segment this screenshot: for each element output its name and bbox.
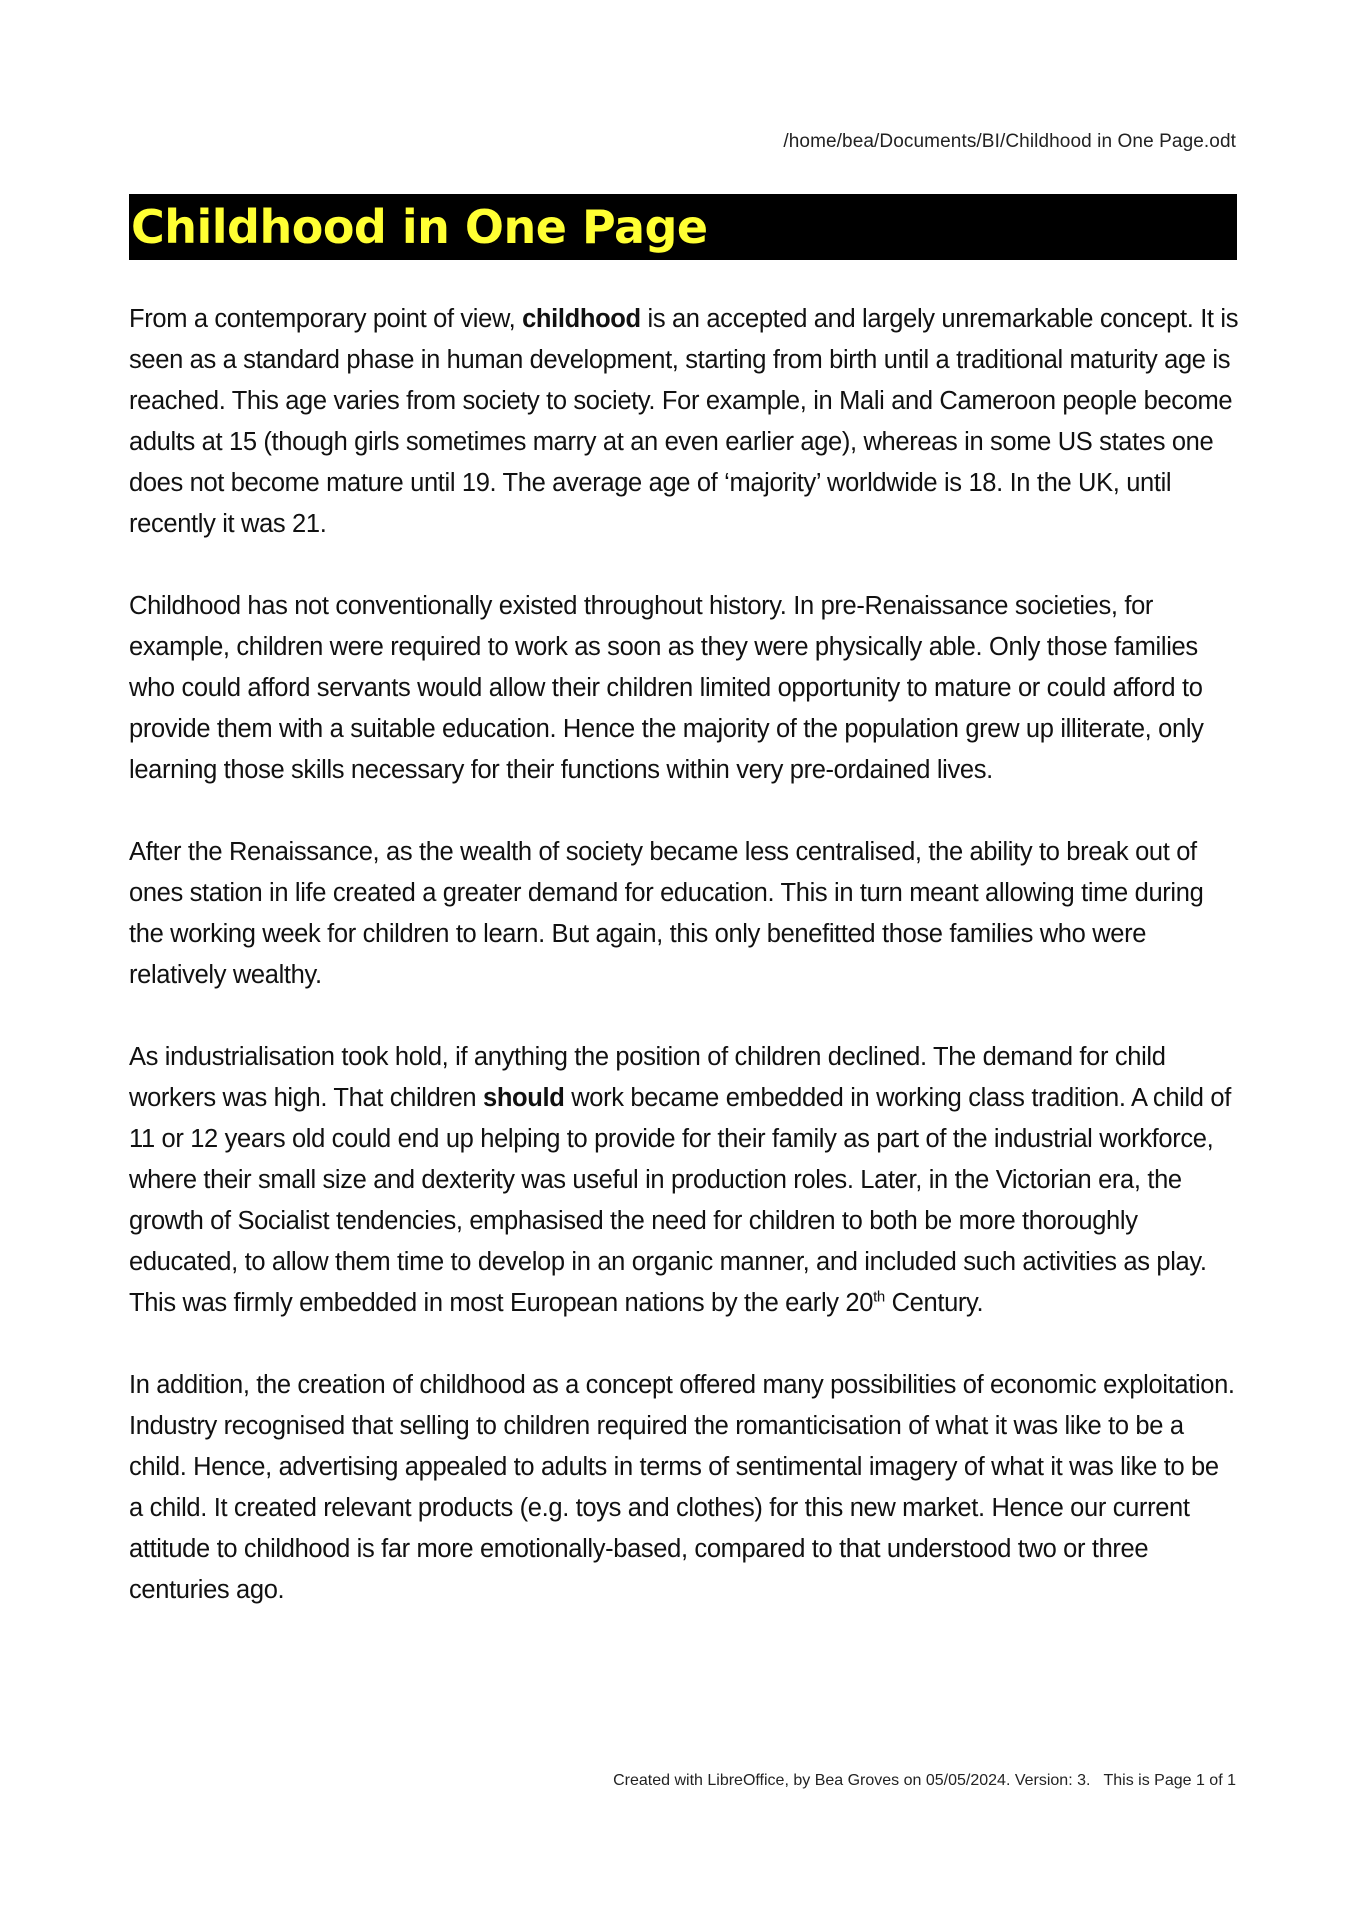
paragraph-text: is an accepted and largely unremarkable concept. It is seen as a standard phase in human development, starting from birth until a traditional maturity age is reached. This age varies from society to society. For example, in Mali and Cameroon people become adults at 15 (though girls sometimes marry at an even earlier age), whereas in some US states one does not become mature until 19. The average age of ‘majority’ worldwide is 18. In the UK, until recently it was 21. [129,305,1239,538]
paragraph-4 [129,1037,1239,1324]
paragraph-text: work became embedded in working class tradition. A child of 11 or 12 years old could end up helping to provide for their family as part of the industrial workforce, where their small size and dexterity was useful in production roles. Later, in the Victorian era, the growth of Socialist tendencies, emphasised the need for children to both be more thoroughly educated, to allow them time to develop in an organic manner, and included such activities as play. This was firmly embedded in most European nations by the early 20 [129,1084,1231,1317]
document-body [129,299,1239,1652]
paragraph-text: Childhood has not conventionally existed throughout history. In pre-Renaissance societies, for example, children were required to work as soon as they were physically able. Only those families who could afford servants would allow their children limited opportunity to mature or could afford to provide them with a suitable education. Hence the majority of the population grew up illiterate, only learning those skills necessary for their functions within very pre-ordained lives. [129,592,1204,784]
paragraph-text: As industrialisation took hold, if anything the position of children declined. The demand for child workers was high. That children [129,1043,1166,1112]
bold-term-childhood: childhood [522,305,641,333]
paragraph-text: Century. [884,1289,984,1317]
header-file-path: /home/bea/Documents/BI/Childhood in One Page.odt [783,131,1236,152]
paragraph-2 [129,586,1239,791]
paragraph-text: From a contemporary point of view, [129,305,523,333]
footer-info: Created with LibreOffice, by Bea Groves on 05/05/2024. Version: 3. This is Page 1 of 1 [613,1772,1236,1789]
paragraph-5 [129,1365,1239,1611]
superscript-th: th [873,1288,885,1306]
paragraph-text: After the Renaissance, as the wealth of society became less centralised, the ability to break out of ones station in life created a greater demand for education. This in turn meant allowing time during the working week for children to learn. But again, this only benefitted those families who were relatively wealthy. [129,838,1204,989]
bold-term-should: should [483,1084,565,1112]
paragraph-1 [129,299,1239,545]
title-bar [129,194,1237,260]
paragraph-text: In addition, the creation of childhood as a concept offered many possibilities of economic exploitation. Industry recognised that selling to children required the romanticisation of what it was like to be a child. Hence, advertising appealed to adults in terms of sentimental imagery of what it was like to be a child. It created relevant products (e.g. toys and clothes) for this new market. Hence our current attitude to childhood is far more emotionally-based, compared to that understood two or three centuries ago. [129,1371,1235,1604]
document-title: Childhood in One Page [131,200,708,254]
paragraph-3 [129,832,1239,996]
